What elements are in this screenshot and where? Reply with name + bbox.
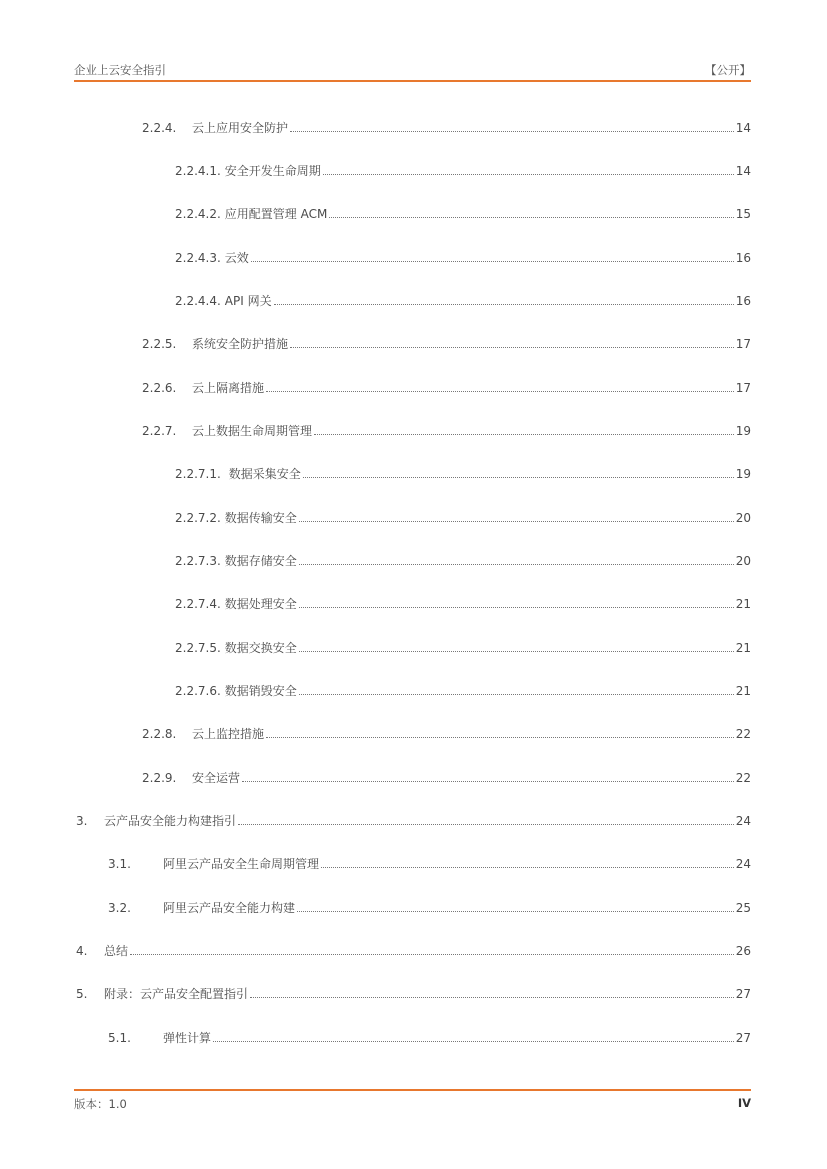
toc-entry[interactable] [76,984,751,1002]
toc-entry-title: 云效 [224,251,249,265]
toc-entry-number: 2.2.4. [142,121,177,135]
toc-entry-number: 2.2.7.2. [175,511,221,525]
toc-leader-dots [329,216,733,218]
toc-entry-page: 19 [735,467,751,481]
toc-entry-number: 5. [76,987,88,1001]
toc-entry-title: 系统安全防护措施 [192,337,289,351]
toc-entry[interactable] [175,248,751,266]
toc-leader-dots [299,650,734,652]
toc-entry-number: 3.1. [108,857,131,871]
toc-entry-number: 2.2.4.4. [175,294,221,308]
toc-entry-number: 2.2.8. [142,727,177,741]
toc-entry[interactable] [142,118,751,136]
toc-leader-dots [299,606,734,608]
toc-entry-title: 云上监控措施 [192,727,265,741]
toc-entry-title: 数据采集安全 [228,467,301,481]
toc-entry-number: 2.2.6. [142,381,177,395]
toc-entry[interactable] [108,898,751,916]
toc-entry-title: 应用配置管理 ACM [224,207,328,221]
toc-entry-number: 2.2.5. [142,337,177,351]
toc-entry-page: 14 [735,121,751,135]
toc-entry[interactable] [175,681,751,699]
toc-entry-title: 数据交换安全 [224,641,297,655]
toc-entry-page: 16 [735,251,751,265]
toc-entry-title: 阿里云产品安全能力构建 [163,901,296,915]
toc-entry-page: 24 [735,857,751,871]
toc-leader-dots [250,996,734,998]
toc-entry-title: 数据存储安全 [224,554,297,568]
toc-entry[interactable] [108,1028,751,1046]
toc-entry-title: 总结 [104,944,129,958]
toc-entry-number: 2.2.4.3. [175,251,221,265]
toc-entry-page: 27 [735,1031,751,1045]
toc-entry[interactable] [175,551,751,569]
document-title: 企业上云安全指引 [74,63,166,77]
version-label: 版本：1.0 [74,1097,127,1111]
toc-entry-page: 20 [735,554,751,568]
toc-entry-title: 安全开发生命周期 [224,164,321,178]
toc-entry[interactable] [175,291,751,309]
toc-entry[interactable] [76,941,751,959]
toc-entry-page: 22 [735,727,751,741]
toc-entry-title: 附录：云产品安全配置指引 [104,987,249,1001]
toc-entry-title: 安全运营 [192,771,241,785]
toc-entry-title: 云上隔离措施 [192,381,265,395]
toc-entry[interactable] [175,204,751,222]
toc-entry-page: 27 [735,987,751,1001]
toc-entry-page: 21 [735,597,751,611]
toc-entry-number: 2.2.7.3. [175,554,221,568]
toc-entry-page: 19 [735,424,751,438]
toc-entry[interactable] [175,464,751,482]
toc-entry-page: 24 [735,814,751,828]
page-footer [74,1096,751,1112]
toc-entry-title: API 网关 [224,294,272,308]
classification-label: 【公开】 [705,63,751,77]
toc-leader-dots [299,563,734,565]
footer-divider [74,1089,751,1091]
toc-entry-page: 25 [735,901,751,915]
toc-entry-title: 数据销毁安全 [224,684,297,698]
toc-leader-dots [299,520,734,522]
toc-entry-number: 2.2.7. [142,424,177,438]
toc-leader-dots [290,346,734,348]
toc-entry-page: 22 [735,771,751,785]
toc-entry[interactable] [142,768,751,786]
toc-leader-dots [297,910,734,912]
toc-leader-dots [274,303,734,305]
toc-leader-dots [321,866,734,868]
toc-entry-title: 数据处理安全 [224,597,297,611]
toc-entry[interactable] [142,724,751,742]
toc-entry-number: 3.2. [108,901,131,915]
toc-entry-number: 2.2.4.2. [175,207,221,221]
toc-entry[interactable] [142,334,751,352]
toc-entry[interactable] [175,594,751,612]
toc-entry-number: 2.2.4.1. [175,164,221,178]
toc-entry-page: 21 [735,641,751,655]
toc-entry[interactable] [76,811,751,829]
toc-entry-number: 5.1. [108,1031,131,1045]
toc-entry[interactable] [175,161,751,179]
toc-entry-title: 弹性计算 [163,1031,212,1045]
toc-leader-dots [266,736,734,738]
toc-leader-dots [323,173,734,175]
toc-leader-dots [290,130,734,132]
toc-entry-title: 云上数据生命周期管理 [192,424,313,438]
toc-entry-page: 21 [735,684,751,698]
toc-entry-page: 20 [735,511,751,525]
toc-entry-title: 云产品安全能力构建指引 [104,814,237,828]
toc-leader-dots [314,433,734,435]
toc-entry[interactable] [175,508,751,526]
toc-leader-dots [130,953,734,955]
toc-entry-title: 数据传输安全 [224,511,297,525]
page-number: IV [737,1096,751,1110]
toc-leader-dots [251,260,734,262]
toc-entry-page: 16 [735,294,751,308]
toc-leader-dots [299,693,734,695]
toc-entry-page: 14 [735,164,751,178]
toc-leader-dots [266,390,734,392]
toc-entry-number: 2.2.7.4. [175,597,221,611]
toc-leader-dots [303,476,734,478]
toc-entry-page: 17 [735,381,751,395]
toc-entry-number: 2.2.7.1. [175,467,221,481]
toc-entry[interactable] [142,421,751,439]
toc-entry-page: 26 [735,944,751,958]
toc-leader-dots [242,780,734,782]
toc-entry-number: 2.2.9. [142,771,177,785]
toc-entry-title: 云上应用安全防护 [192,121,289,135]
toc-entry-number: 4. [76,944,88,958]
toc-entry[interactable] [142,378,751,396]
toc-entry-number: 2.2.7.5. [175,641,221,655]
toc-entry-number: 3. [76,814,88,828]
toc-entry-page: 17 [735,337,751,351]
toc-entry-title: 阿里云产品安全生命周期管理 [163,857,320,871]
toc-entry[interactable] [108,854,751,872]
toc-entry[interactable] [175,638,751,656]
toc-entry-number: 2.2.7.6. [175,684,221,698]
toc-leader-dots [238,823,734,825]
toc-entry-page: 15 [735,207,751,221]
toc-leader-dots [213,1040,734,1042]
